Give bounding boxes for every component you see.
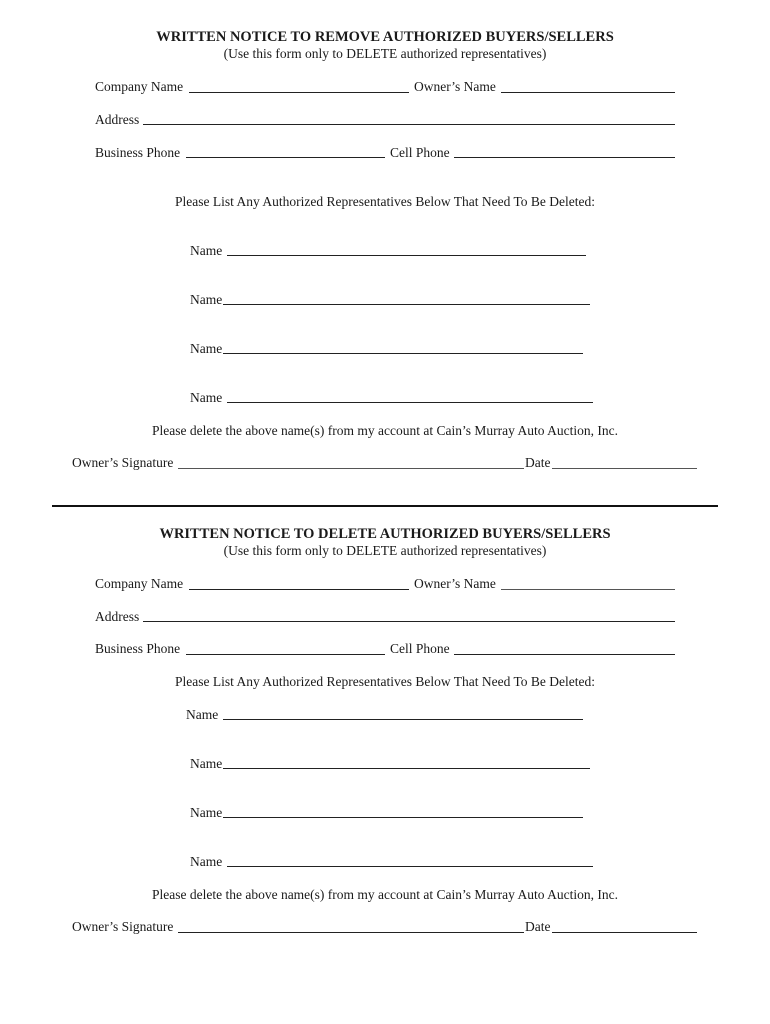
form1-name-field-2[interactable] bbox=[223, 304, 590, 305]
form2-date-field[interactable] bbox=[552, 932, 697, 933]
form2-business-phone-label: Business Phone bbox=[95, 641, 181, 656]
form2-subtitle: (Use this form only to DELETE authorized representatives) bbox=[223, 543, 547, 558]
form1-name-label-2: Name bbox=[190, 292, 223, 307]
form2-business-phone-field[interactable] bbox=[186, 654, 385, 655]
form2-address-label: Address bbox=[95, 609, 140, 624]
form2-date-label: Date bbox=[525, 919, 551, 934]
form2-list-instruction: Please List Any Authorized Representatives Below That Need To Be Deleted: bbox=[175, 674, 595, 689]
form2-name-field-3[interactable] bbox=[223, 817, 583, 818]
form2-signature-label: Owner’s Signature bbox=[72, 919, 174, 934]
form1-signature-field[interactable] bbox=[178, 468, 524, 469]
form2-name-field-1[interactable] bbox=[223, 719, 583, 720]
form2-owners-name-label: Owner’s Name bbox=[414, 576, 496, 591]
form1-cell-phone-field[interactable] bbox=[454, 157, 675, 158]
form1-owners-name-field[interactable] bbox=[501, 92, 675, 93]
form1-delete-statement: Please delete the above name(s) from my account at Cain’s Murray Auto Auction, Inc. bbox=[152, 423, 618, 438]
form2-cell-phone-label: Cell Phone bbox=[390, 641, 450, 656]
form2-delete-statement: Please delete the above name(s) from my account at Cain’s Murray Auto Auction, Inc. bbox=[152, 887, 618, 902]
form2-owners-name-field[interactable] bbox=[501, 589, 675, 590]
form2-cell-phone-field[interactable] bbox=[454, 654, 675, 655]
form1-name-label-3: Name bbox=[190, 341, 223, 356]
form1-signature-label: Owner’s Signature bbox=[72, 455, 174, 470]
section-divider bbox=[52, 505, 718, 507]
form1-name-label-4: Name bbox=[190, 390, 223, 405]
form2-name-label-1: Name bbox=[186, 707, 219, 722]
form1-address-label: Address bbox=[95, 112, 140, 127]
form2-address-field[interactable] bbox=[143, 621, 675, 622]
form1-company-name-label: Company Name bbox=[95, 79, 184, 94]
form2-signature-field[interactable] bbox=[178, 932, 524, 933]
form1-title: WRITTEN NOTICE TO REMOVE AUTHORIZED BUYERS/SELLERS bbox=[156, 29, 614, 45]
form1-date-field[interactable] bbox=[552, 468, 697, 469]
form2-company-name-field[interactable] bbox=[189, 589, 409, 590]
form1-name-field-4[interactable] bbox=[227, 402, 593, 403]
form1-name-label-1: Name bbox=[190, 243, 223, 258]
form1-name-field-1[interactable] bbox=[227, 255, 586, 256]
form2-name-label-3: Name bbox=[190, 805, 223, 820]
form1-business-phone-label: Business Phone bbox=[95, 145, 181, 160]
form2-name-field-4[interactable] bbox=[227, 866, 593, 867]
form1-company-name-field[interactable] bbox=[189, 92, 409, 93]
form2-title: WRITTEN NOTICE TO DELETE AUTHORIZED BUYERS/SELLERS bbox=[159, 526, 611, 542]
form2-name-label-2: Name bbox=[190, 756, 223, 771]
form1-address-field[interactable] bbox=[143, 124, 675, 125]
form1-date-label: Date bbox=[525, 455, 551, 470]
form1-subtitle: (Use this form only to DELETE authorized representatives) bbox=[223, 46, 547, 61]
form2-name-field-2[interactable] bbox=[223, 768, 590, 769]
form1-cell-phone-label: Cell Phone bbox=[390, 145, 450, 160]
form2-name-label-4: Name bbox=[190, 854, 223, 869]
form1-owners-name-label: Owner’s Name bbox=[414, 79, 496, 94]
form1-name-field-3[interactable] bbox=[223, 353, 583, 354]
form2-company-name-label: Company Name bbox=[95, 576, 184, 591]
form1-list-instruction: Please List Any Authorized Representatives Below That Need To Be Deleted: bbox=[175, 194, 595, 209]
form1-business-phone-field[interactable] bbox=[186, 157, 385, 158]
